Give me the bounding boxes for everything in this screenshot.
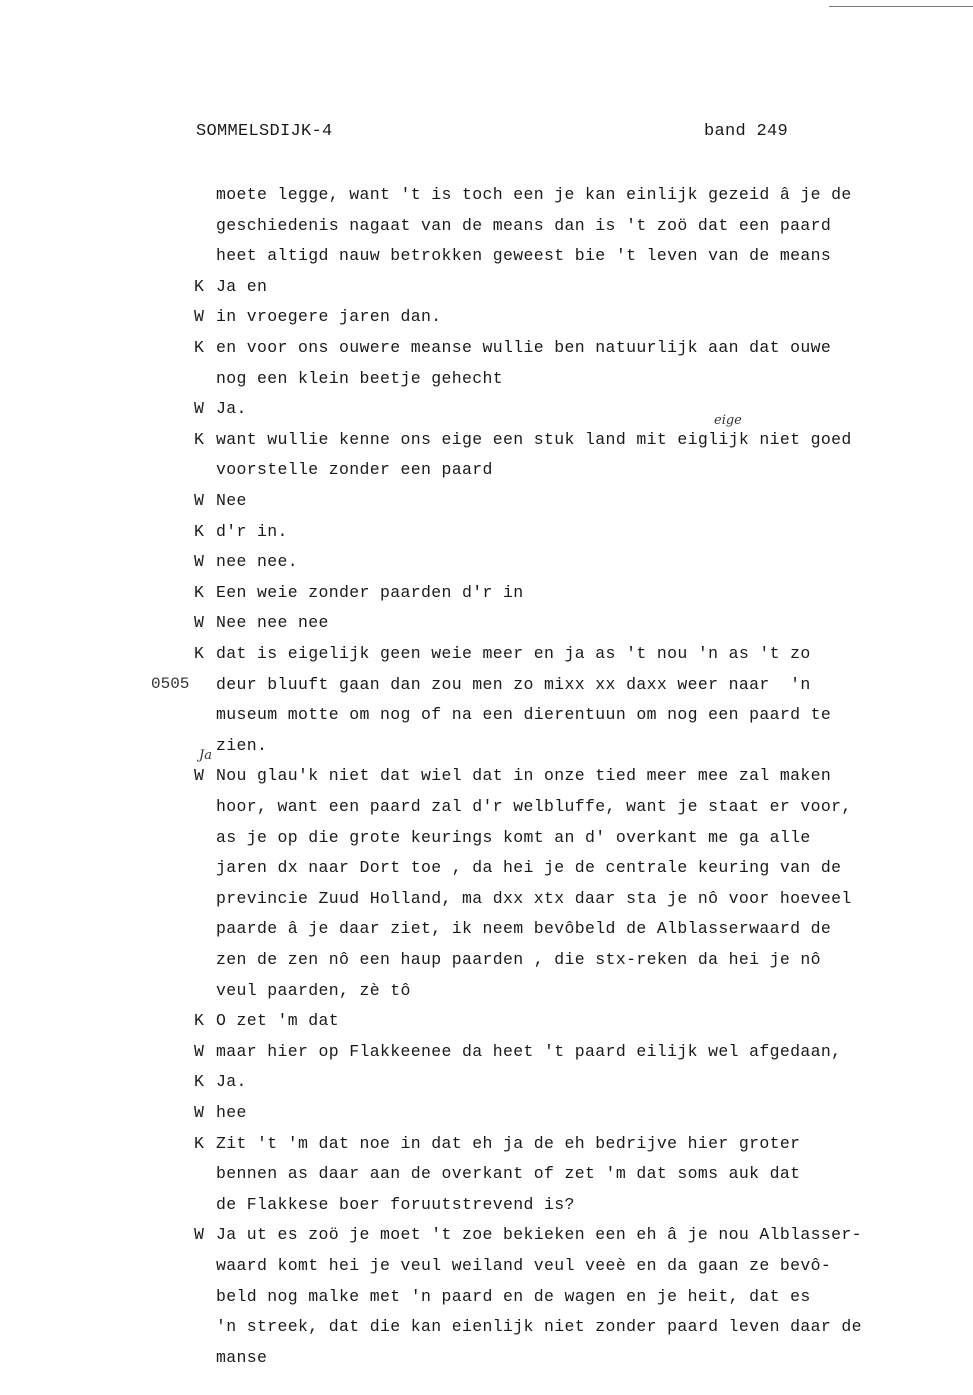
transcript-line: hee [216, 1103, 247, 1122]
transcript-line: nee nee. [216, 552, 299, 571]
transcript-line: moete legge, want 't is toch een je kan einlijk gezeid â je de [216, 185, 852, 204]
transcript-line: Ja. [216, 399, 247, 418]
handwritten-eige: eige [714, 413, 742, 428]
transcript-line: beld nog malke met 'n paard en de wagen en je heit, dat es [216, 1287, 811, 1306]
speaker-label: W [194, 766, 204, 785]
transcript-line: maar hier op Flakkeenee da heet 't paard eilijk wel afgedaan, [216, 1042, 842, 1061]
speaker-label: W [194, 1225, 204, 1244]
speaker-label: K [194, 1072, 204, 1091]
margin-number: 0505 [151, 675, 190, 693]
transcript-line: de Flakkese boer foruutstrevend is? [216, 1195, 575, 1214]
transcript-line: want wullie kenne ons eige een stuk land mit eiglijk niet goed [216, 430, 852, 449]
transcript-line: Een weie zonder paarden d'r in [216, 583, 524, 602]
transcript-line: Ja en [216, 277, 268, 296]
transcript-line: nog een klein beetje gehecht [216, 369, 504, 388]
speaker-label: K [194, 522, 204, 541]
speaker-label: K [194, 1134, 204, 1153]
speaker-label: W [194, 613, 204, 632]
transcript-line: geschiedenis nagaat van de means dan is 't zoö dat een paard [216, 216, 832, 235]
transcript-line: Nee nee nee [216, 613, 329, 632]
transcript-line: paarde â je daar ziet, ik neem bevôbeld de Alblasserwaard de [216, 919, 832, 938]
transcript-line: O zet 'm dat [216, 1011, 340, 1030]
transcript-line: jaren dx naar Dort toe , da hei je de centrale keuring van de [216, 858, 842, 877]
transcript-line: 'n streek, dat die kan eienlijk niet zonder paard leven daar de [216, 1317, 862, 1336]
transcript-line: d'r in. [216, 522, 288, 541]
speaker-label: W [194, 1103, 204, 1122]
transcript-line: waard komt hei je veul weiland veul veeè en da gaan ze bevô- [216, 1256, 832, 1275]
speaker-label: W [194, 491, 204, 510]
transcript-line: voorstelle zonder een paard [216, 460, 493, 479]
transcript-line: zien. [216, 736, 268, 755]
transcript-line: hoor, want een paard zal d'r welbluffe, want je staat er voor, [216, 797, 852, 816]
band-number: band 249 [704, 122, 789, 141]
top-rule [829, 6, 973, 7]
speaker-label: K [194, 430, 204, 449]
speaker-label: K [194, 583, 204, 602]
transcript-line: Nou glau'k niet dat wiel dat in onze tied meer mee zal maken [216, 766, 832, 785]
transcript-line: Nee [216, 491, 247, 510]
transcript-line: bennen as daar aan de overkant of zet 'm dat soms auk dat [216, 1164, 801, 1183]
speaker-label: K [194, 1011, 204, 1030]
transcript-line: dat is eigelijk geen weie meer en ja as 't nou 'n as 't zo [216, 644, 811, 663]
transcript-line: previncie Zuud Holland, ma dxx xtx daar sta je nô voor hoeveel [216, 889, 852, 908]
transcript-line: veul paarden, zè tô [216, 981, 411, 1000]
speaker-label: W [194, 1042, 204, 1061]
handwritten-ja: Ja [199, 748, 212, 763]
document-title: SOMMELSDIJK-4 [196, 122, 333, 141]
transcript-line: manse [216, 1348, 268, 1367]
transcript-line: in vroegere jaren dan. [216, 307, 442, 326]
speaker-label: K [194, 338, 204, 357]
transcript-line: Zit 't 'm dat noe in dat eh ja de eh bedrijve hier groter [216, 1134, 801, 1153]
speaker-label: K [194, 277, 204, 296]
speaker-label: K [194, 644, 204, 663]
transcript-line: as je op die grote keurings komt an d' overkant me ga alle [216, 828, 811, 847]
speaker-label: W [194, 307, 204, 326]
transcript-line: Ja ut es zoö je moet 't zoe bekieken een eh â je nou Alblasser- [216, 1225, 862, 1244]
speaker-label: W [194, 399, 204, 418]
transcript-line: Ja. [216, 1072, 247, 1091]
transcript-line: museum motte om nog of na een dierentuun om nog een paard te [216, 705, 832, 724]
speaker-label: W [194, 552, 204, 571]
transcript-line: en voor ons ouwere meanse wullie ben natuurlijk aan dat ouwe [216, 338, 832, 357]
transcript-line: heet altigd nauw betrokken geweest bie 't leven van de means [216, 246, 832, 265]
transcript-line: deur bluuft gaan dan zou men zo mixx xx daxx weer naar 'n [216, 675, 811, 694]
transcript-line: zen de zen nô een haup paarden , die stx-reken da hei je nô [216, 950, 821, 969]
